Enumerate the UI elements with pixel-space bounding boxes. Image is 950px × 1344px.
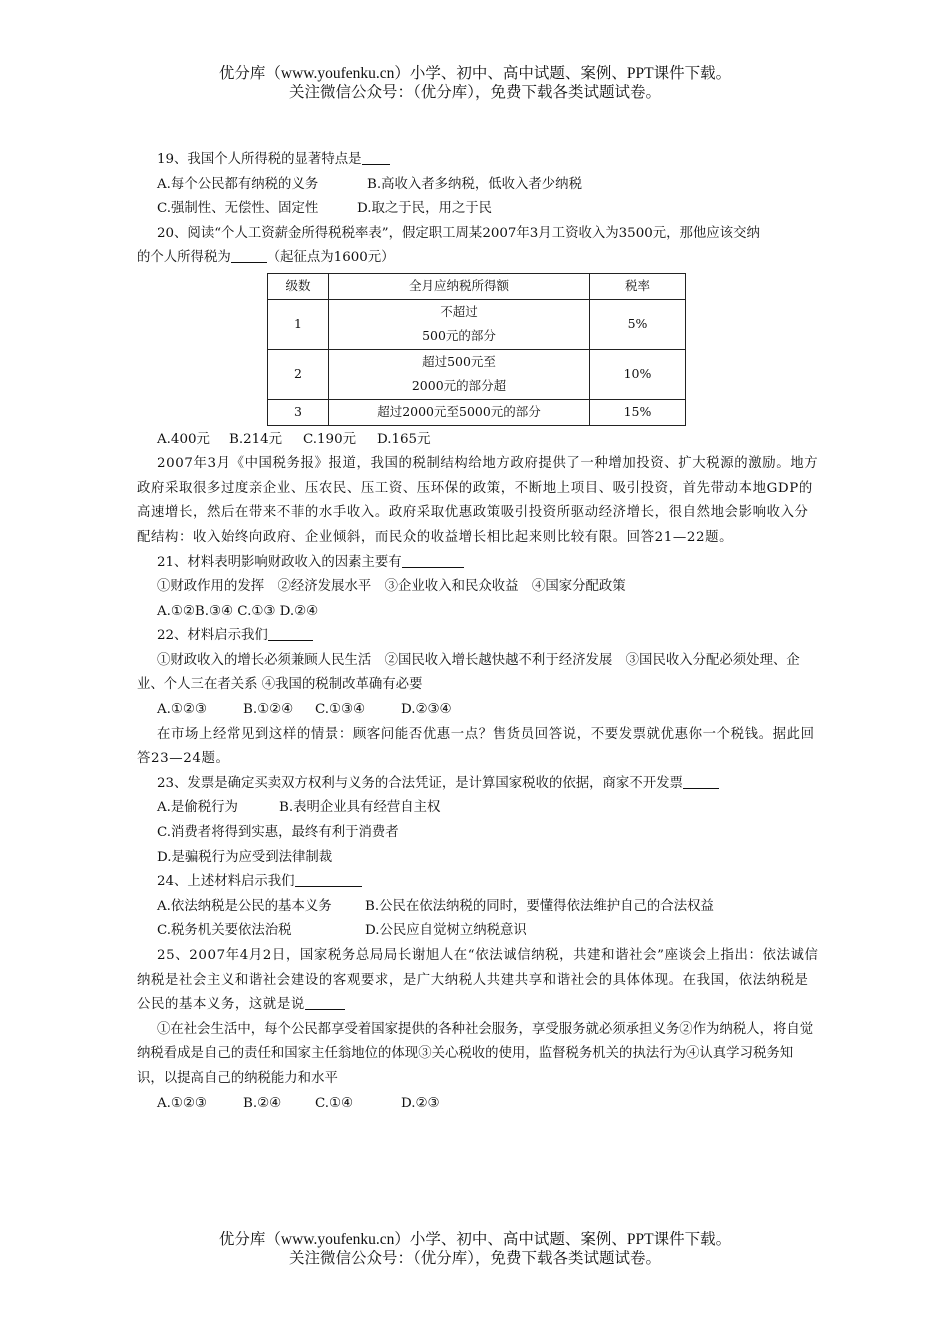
header-level: 级数 bbox=[268, 273, 329, 299]
income-cell: 不超过 500元的部分 bbox=[329, 299, 590, 349]
q24-option-c: C.税务机关要依法治税 bbox=[157, 923, 292, 939]
table-header-row bbox=[268, 273, 686, 299]
q19-option-c: C.强制性、无偿性、固定性 bbox=[157, 201, 319, 217]
q23-option-c: C.消费者将得到实惠，最终有利于消费者 bbox=[157, 825, 399, 841]
footer-line-2: 关注微信公众号：（优分库），免费下载各类试题试卷。 bbox=[288, 1250, 661, 1267]
q22-option-d: D.②③④ bbox=[401, 702, 452, 718]
q19-option-a: A.每个公民都有纳税的义务 bbox=[157, 176, 319, 192]
q22-options bbox=[137, 698, 819, 723]
exam-content bbox=[137, 148, 819, 1116]
q21-stem: 21、材料表明影响财政收入的因素主要有 bbox=[137, 551, 819, 576]
q23-stem: 23、发票是确定买卖双方权利与义务的合法凭证，是计算国家税收的依据，商家不开发票 bbox=[137, 772, 819, 797]
q25-stem: 25、2007年4月2日，国家税务总局局长谢旭人在“依法诚信纳税，共建和谐社会”座谈会上指出：依法诚信纳税是社会主义和谐社会建设的客观要求，是广大纳税人共建共享和谐社会的具体体现。在我国，依法纳税是公民的基本义务，这就是说 bbox=[137, 948, 819, 1013]
q21-options: A.①②B.③④ C.①③ D.②④ bbox=[157, 603, 319, 619]
table-row bbox=[268, 299, 686, 349]
reading-passage-1: 2007年3月《中国税务报》报道，我国的税制结构给地方政府提供了一种增加投资、扩大税源的激励。地方政府采取很多过度亲企业、压农民、压工资、压环保的政策，不断地上项目、吸引投资，首先带动本地GDP的高速增长，然后在带来不菲的水手收入。政府采取优惠政策吸引投资所驱动经济增长，很自然地会影响收入分配结构：收入始终向政府、企业倾斜，而民众的收益增长相比起来则比较有限。回答21—22题。 bbox=[137, 456, 819, 545]
q23-option-d: D.是骗税行为应受到法律制裁 bbox=[157, 849, 333, 865]
q21-choices: ①财政作用的发挥 ②经济发展水平 ③企业收入和民众收益 ④国家分配政策 bbox=[157, 579, 626, 595]
page-footer bbox=[0, 1230, 950, 1268]
q25-choices: ①在社会生活中，每个公民都享受着国家提供的各种社会服务，享受服务就必须承担义务②作为纳税人，将自觉纳税看成是自己的责任和国家主任翁地位的体现③关心税收的使用，监督税务机关的执法行为④认真学习税务知识，以提高自己的纳税能力和水平 bbox=[137, 1021, 814, 1086]
q24-option-d: D.公民应自觉树立纳税意识 bbox=[365, 923, 527, 939]
answer-blank bbox=[402, 553, 464, 568]
level-cell: 2 bbox=[268, 349, 329, 399]
income-cell: 超过500元至 2000元的部分超 bbox=[329, 349, 590, 399]
income-cell: 超过2000元至5000元的部分 bbox=[329, 399, 590, 425]
q25-option-d: D.②③ bbox=[401, 1095, 440, 1111]
q20-option-b: B.214元 bbox=[229, 431, 283, 447]
answer-blank bbox=[268, 626, 313, 641]
answer-blank bbox=[295, 872, 362, 887]
q19-options-row-1 bbox=[137, 173, 819, 198]
footer-line-1: 优分库（www.youfenku.cn）小学、初中、高中试题、案例、PPT课件下载。 bbox=[218, 1231, 732, 1248]
table-row bbox=[268, 349, 686, 399]
answer-blank bbox=[231, 248, 267, 263]
q24-option-b: B.公民在依法纳税的同时，要懂得依法维护自己的合法权益 bbox=[365, 898, 714, 914]
q25-option-a: A.①②③ bbox=[157, 1095, 207, 1111]
q20-option-d: D.165元 bbox=[377, 431, 431, 447]
q19-stem: 19、我国个人所得税的显著特点是 bbox=[137, 148, 819, 173]
rate-cell: 5% bbox=[590, 299, 686, 349]
answer-blank bbox=[305, 995, 345, 1010]
q19-option-b: B.高收入者多纳税，低收入者少纳税 bbox=[367, 176, 582, 192]
q19-options-row-2 bbox=[137, 197, 819, 222]
header-rate: 税率 bbox=[590, 273, 686, 299]
q23-options-row-1 bbox=[137, 796, 819, 821]
q22-stem: 22、材料启示我们 bbox=[137, 624, 819, 649]
q24-stem: 24、上述材料启示我们 bbox=[137, 870, 819, 895]
rate-cell: 10% bbox=[590, 349, 686, 399]
q25-option-b: B.②④ bbox=[243, 1095, 282, 1111]
q25-options bbox=[137, 1092, 819, 1117]
page-header bbox=[0, 64, 950, 102]
q24-options-row-2 bbox=[137, 919, 819, 944]
table-row bbox=[268, 399, 686, 425]
q22-option-c: C.①③④ bbox=[315, 702, 366, 718]
q22-option-b: B.①②④ bbox=[243, 702, 294, 718]
rate-cell: 15% bbox=[590, 399, 686, 425]
header-line-2: 关注微信公众号：（优分库），免费下载各类试题试卷。 bbox=[288, 84, 661, 101]
level-cell: 3 bbox=[268, 399, 329, 425]
q22-option-a: A.①②③ bbox=[157, 702, 207, 718]
q24-option-a: A.依法纳税是公民的基本义务 bbox=[157, 898, 332, 914]
answer-blank bbox=[362, 150, 390, 165]
header-line-1: 优分库（www.youfenku.cn）小学、初中、高中试题、案例、PPT课件下载。 bbox=[218, 65, 732, 82]
q20-options bbox=[137, 428, 819, 453]
level-cell: 1 bbox=[268, 299, 329, 349]
q25-option-c: C.①④ bbox=[315, 1095, 354, 1111]
q19-option-d: D.取之于民，用之于民 bbox=[357, 201, 493, 217]
reading-passage-2: 在市场上经常见到这样的情景：顾客问能否优惠一点？售货员回答说，不要发票就优惠你一个税钱。据此回答23—24题。 bbox=[137, 726, 815, 767]
q20-option-c: C.190元 bbox=[303, 431, 356, 447]
q23-option-b: B.表明企业具有经营自主权 bbox=[279, 800, 441, 816]
q23-option-a: A.是偷税行为 bbox=[157, 800, 238, 816]
header-income: 全月应纳税所得额 bbox=[329, 273, 590, 299]
q20-option-a: A.400元 bbox=[157, 431, 210, 447]
q24-options-row-1 bbox=[137, 895, 819, 920]
answer-blank bbox=[683, 774, 719, 789]
q20-stem-cont: 的个人所得税为 （起征点为1600元） bbox=[137, 250, 395, 266]
q22-choices: ①财政收入的增长必须兼顾人民生活 ②国民收入增长越快越不利于经济发展 ③国民收入分配必须处理、企业、个人三在者关系 ④我国的税制改革确有必要 bbox=[137, 652, 800, 693]
tax-rate-table bbox=[267, 273, 686, 426]
q20-stem: 20、阅读“个人工资薪金所得税税率表”，假定职工周某2007年3月工资收入为3500元，那他应该交纳 bbox=[157, 225, 760, 241]
